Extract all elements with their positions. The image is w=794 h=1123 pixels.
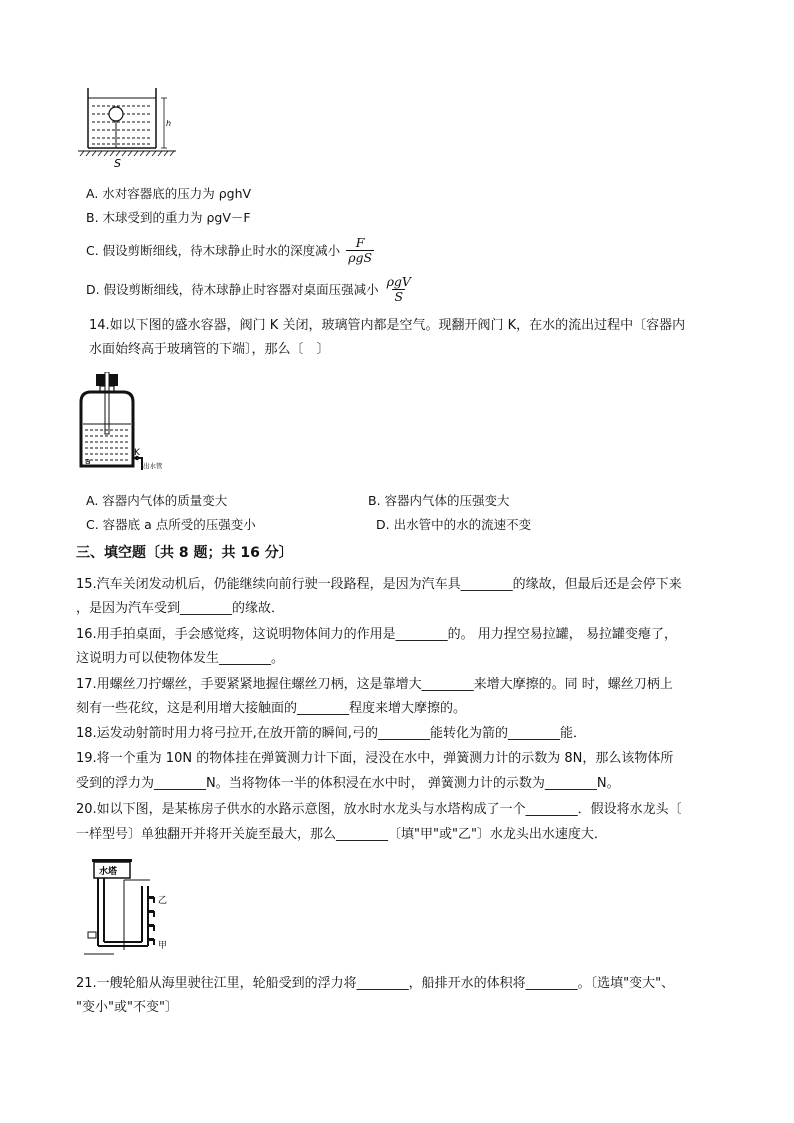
point-a-label: a: [85, 457, 91, 467]
q13-option-b: B. 木球受到的重力为 ρgV－F: [86, 210, 251, 225]
q15-line1: 15.汽车关闭发动机后，仍能继续向前行驶一段路程，是因为汽车具________的缘故，但最后还是会停下来: [76, 577, 682, 592]
q14-option-b: B. 容器内气体的压强变大: [368, 493, 510, 508]
water-tower-figure: [84, 856, 184, 960]
q14-option-d: D. 出水管中的水的流速不变: [376, 517, 532, 532]
q16-line1: 16.用手拍桌面，手会感觉疼，这说明物体间力的作用是________的。 用力捏空易拉罐， 易拉罐变瘪了，: [76, 627, 677, 642]
outlet-label: 出水管: [143, 462, 163, 470]
q17-line2: 刻有一些花纹，这是利用增大接触面的________程度来增大摩擦的。: [76, 701, 467, 716]
q13-option-d-fraction: [385, 275, 413, 304]
q18-line1: 18.运发动射箭时用力将弓拉开,在放开箭的瞬间,弓的________能转化为箭的________能．: [76, 726, 586, 741]
q13-option-a: A. 水对容器底的压力为 ρghV: [86, 186, 252, 201]
q13-option-d-text: D. 假设剪断细线，待木球静止时容器对桌面压强减小: [86, 281, 379, 297]
q13-option-d-numerator: ρgV: [386, 274, 411, 289]
bottle-valve-figure: [76, 372, 176, 476]
q20-line1: 20.如以下图，是某栋房子供水的水路示意图，放水时水龙头与水塔构成了一个________．假设将水龙头〔: [76, 802, 682, 817]
q21-line1: 21.一艘轮船从海里驶往江里，轮船受到的浮力将________，船排开水的体积将________。〔选填"变大"、: [76, 976, 675, 991]
q16-line2: 这说明力可以使物体发生________。: [76, 651, 285, 666]
q13-option-d-denominator: S: [394, 289, 404, 304]
q14-stem-line2: 水面始终高于玻璃管的下端〕，那么〔 〕: [89, 342, 330, 357]
valve-k-label: K: [134, 448, 140, 458]
q13-option-c-numerator: F: [355, 235, 365, 250]
q19-line1: 19.将一个重为 10N 的物体挂在弹簧测力计下面，浸没在水中，弹簧测力计的示数为 8N，那么该物体所: [76, 751, 674, 766]
q13-option-c-denominator: ρgS: [348, 250, 373, 265]
q14-option-c: C. 容器底 a 点所受的压强变小: [86, 517, 256, 532]
q13-option-c-fraction: [346, 236, 374, 265]
section-3-title: 三、填空题〔共 8 题；共 16 分〕: [76, 545, 293, 561]
s-label: S: [114, 157, 121, 170]
q14-stem-line1: 14.如以下图的盛水容器，阀门 K 关闭，玻璃管内都是空气。现翻开阀门 K，在水的流出过程中〔容器内: [89, 318, 686, 333]
q15-line2: ，是因为汽车受到________的缘故．: [76, 601, 285, 616]
q19-line2: 受到的浮力为________N。当将物体一半的体积浸在水中时， 弹簧测力计的示数为________N。: [76, 776, 620, 791]
tap-jia-label: 甲: [158, 941, 168, 951]
container-ball-figure: [78, 86, 188, 170]
tower-label: 水塔: [99, 867, 118, 877]
q13-option-d: [86, 275, 413, 304]
h-label: h: [166, 119, 172, 128]
tap-yi-label: 乙: [158, 896, 168, 906]
q13-option-c: [86, 236, 374, 265]
q14-option-a: A. 容器内气体的质量变大: [86, 493, 228, 508]
q20-line2: 一样型号〕单独翻开并将开关旋至最大，那么________〔填"甲"或"乙"〕水龙头出水速度大．: [76, 827, 607, 842]
q17-line1: 17.用螺丝刀拧螺丝，手要紧紧地握住螺丝刀柄，这是靠增大________来增大摩擦的。同 时，螺丝刀柄上: [76, 677, 673, 692]
q21-line2: "变小"或"不变"〕: [76, 1000, 178, 1015]
q13-option-c-text: C. 假设剪断细线，待木球静止时水的深度减小: [86, 242, 341, 258]
